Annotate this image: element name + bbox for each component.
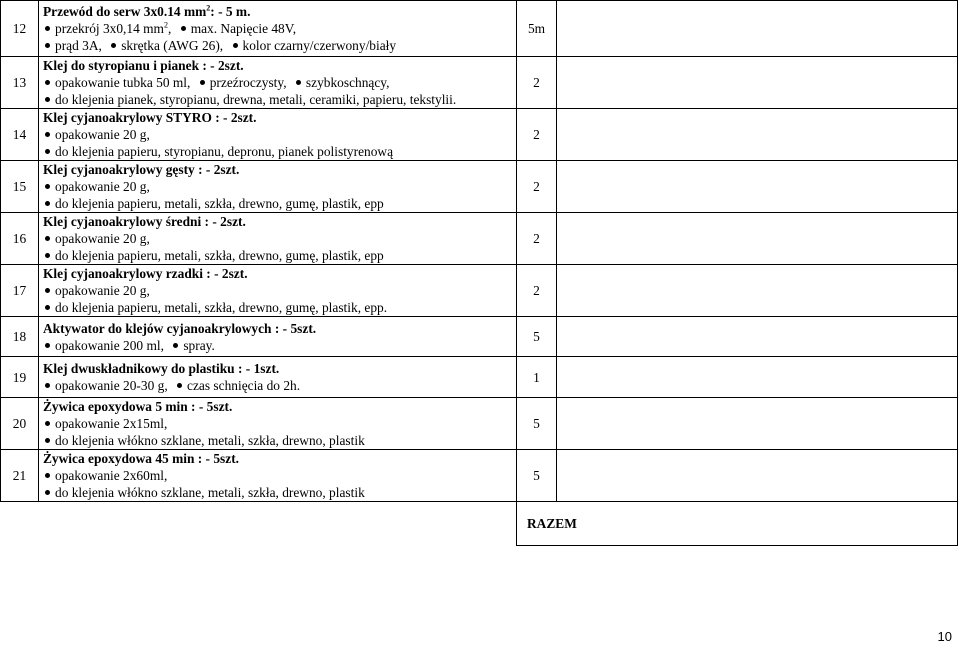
bullet-icon — [296, 80, 301, 85]
bullet-icon — [45, 26, 50, 31]
bullet-icon — [177, 383, 182, 388]
blank-cell — [557, 357, 958, 398]
bullet-icon — [45, 97, 50, 102]
item-detail-line: opakowanie 2x60ml, — [43, 467, 514, 484]
row-number: 20 — [1, 398, 39, 450]
item-quantity: 1 — [517, 357, 557, 398]
blank-cell — [557, 109, 958, 161]
item-description — [39, 109, 517, 161]
table-row — [1, 161, 958, 213]
item-detail-line: opakowanie 200 ml, spray. — [43, 337, 514, 354]
item-description — [39, 213, 517, 265]
item-title: Żywica epoxydowa 45 min : - 5szt. — [43, 451, 240, 466]
item-detail-line: opakowanie tubka 50 ml, przeźroczysty, szybkoschnący, — [43, 74, 514, 91]
blank-cell — [557, 213, 958, 265]
bullet-icon — [45, 343, 50, 348]
bullet-icon — [45, 253, 50, 258]
blank-cell — [557, 398, 958, 450]
bullet-icon — [45, 236, 50, 241]
bullet-icon — [45, 43, 50, 48]
bullet-icon — [45, 149, 50, 154]
item-title: Klej dwuskładnikowy do plastiku : - 1szt. — [43, 361, 280, 376]
bullet-icon — [181, 26, 186, 31]
item-detail-line: opakowanie 20 g, — [43, 126, 514, 143]
row-number: 17 — [1, 265, 39, 317]
total-spacer — [1, 502, 517, 546]
bullet-icon — [45, 305, 50, 310]
item-description — [39, 161, 517, 213]
row-number: 19 — [1, 357, 39, 398]
item-description — [39, 398, 517, 450]
total-label: RAZEM — [517, 502, 958, 546]
blank-cell — [557, 161, 958, 213]
item-description — [39, 317, 517, 357]
item-description — [39, 265, 517, 317]
blank-cell — [557, 57, 958, 109]
item-detail-line: opakowanie 20-30 g, czas schnięcia do 2h. — [43, 377, 514, 394]
item-detail-line: do klejenia papieru, metali, szkła, drewno, gumę, plastik, epp — [43, 195, 514, 212]
bullet-icon — [45, 438, 50, 443]
page-number: 10 — [937, 629, 952, 644]
item-quantity: 2 — [517, 57, 557, 109]
item-title: Klej cyjanoakrylowy STYRO : - 2szt. — [43, 110, 257, 125]
item-description — [39, 450, 517, 502]
table-row — [1, 1, 958, 57]
item-title: Klej cyjanoakrylowy rzadki : - 2szt. — [43, 266, 248, 281]
bullet-icon — [45, 132, 50, 137]
bullet-icon — [45, 201, 50, 206]
item-detail-line: opakowanie 2x15ml, — [43, 415, 514, 432]
row-number: 15 — [1, 161, 39, 213]
item-description — [39, 57, 517, 109]
item-detail-line: do klejenia papieru, styropianu, depronu, pianek polistyrenową — [43, 143, 514, 160]
table-row — [1, 109, 958, 161]
item-detail-line: opakowanie 20 g, — [43, 230, 514, 247]
item-detail-line: do klejenia papieru, metali, szkła, drewno, gumę, plastik, epp. — [43, 299, 514, 316]
item-title: Przewód do serw 3x0.14 $mm^2$: - 5 m. — [43, 3, 251, 19]
row-number: 18 — [1, 317, 39, 357]
bullet-icon — [111, 43, 116, 48]
row-number: 16 — [1, 213, 39, 265]
bullet-icon — [45, 473, 50, 478]
bullet-icon — [45, 288, 50, 293]
table-row — [1, 317, 958, 357]
item-title: Żywica epoxydowa 5 min : - 5szt. — [43, 399, 233, 414]
item-detail-line: opakowanie 20 g, — [43, 282, 514, 299]
row-number: 12 — [1, 1, 39, 57]
item-quantity: 5 — [517, 317, 557, 357]
blank-cell — [557, 450, 958, 502]
item-detail-line: opakowanie 20 g, — [43, 178, 514, 195]
item-title: Klej cyjanoakrylowy gęsty : - 2szt. — [43, 162, 240, 177]
item-title: Klej cyjanoakrylowy średni : - 2szt. — [43, 214, 246, 229]
item-title: Aktywator do klejów cyjanoakrylowych : - 5szt. — [43, 320, 317, 336]
item-quantity: 2 — [517, 213, 557, 265]
row-number: 21 — [1, 450, 39, 502]
row-number: 14 — [1, 109, 39, 161]
item-quantity: 2 — [517, 109, 557, 161]
blank-cell — [557, 1, 958, 57]
item-quantity: 5 — [517, 450, 557, 502]
item-quantity: 2 — [517, 265, 557, 317]
total-row — [1, 502, 958, 546]
item-quantity: 5 — [517, 398, 557, 450]
item-quantity: 2 — [517, 161, 557, 213]
bullet-icon — [200, 80, 205, 85]
item-detail-line: prąd 3A, skrętka (AWG 26), kolor czarny/czerwony/biały — [43, 37, 514, 54]
bullet-icon — [45, 80, 50, 85]
bullet-icon — [45, 490, 50, 495]
item-description — [39, 357, 517, 398]
table-row — [1, 213, 958, 265]
table-row — [1, 57, 958, 109]
item-quantity: 5m — [517, 1, 557, 57]
item-detail-line: do klejenia pianek, styropianu, drewna, metali, ceramiki, papieru, tekstylii. — [43, 91, 514, 108]
item-title: Klej do styropianu i pianek : - 2szt. — [43, 58, 244, 73]
table-row — [1, 450, 958, 502]
item-detail-line: do klejenia włókno szklane, metali, szkła, drewno, plastik — [43, 432, 514, 449]
table-row — [1, 265, 958, 317]
bullet-icon — [45, 421, 50, 426]
row-number: 13 — [1, 57, 39, 109]
table-row — [1, 398, 958, 450]
bullet-icon — [173, 343, 178, 348]
blank-cell — [557, 265, 958, 317]
bullet-icon — [233, 43, 238, 48]
bullet-icon — [45, 383, 50, 388]
item-description — [39, 1, 517, 57]
blank-cell — [557, 317, 958, 357]
item-detail-line: przekrój 3x0,14 $mm^2$, max. Napięcie 48V, — [43, 20, 514, 37]
item-detail-line: do klejenia papieru, metali, szkła, drewno, gumę, plastik, epp — [43, 247, 514, 264]
table-row — [1, 357, 958, 398]
bullet-icon — [45, 184, 50, 189]
item-detail-line: do klejenia włókno szklane, metali, szkła, drewno, plastik — [43, 484, 514, 501]
